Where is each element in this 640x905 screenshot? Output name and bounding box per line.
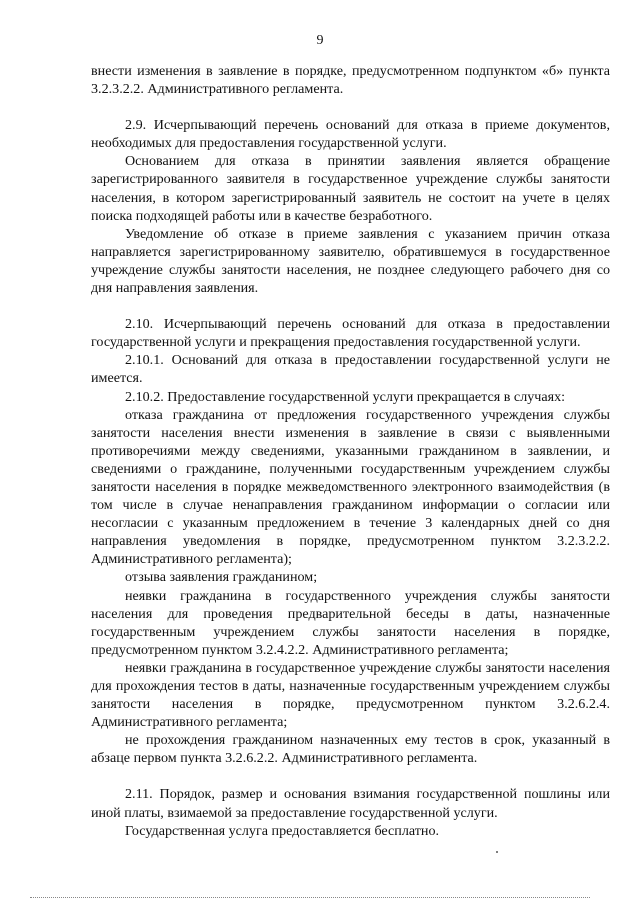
paragraph: Государственная услуга предоставляется бесплатно. (125, 822, 440, 839)
list-item: неявки гражданина в государственное учреждение службы занятости населения для прохождения тестов в даты, назначенные государственным учреждением службы занятости населения в порядке, предусмотренном пунктом 3.2.6.2.4. Административного регламента; (91, 659, 610, 731)
list-item: отзыва заявления гражданином; (125, 569, 318, 586)
section-heading-2-10: 2.10. Исчерпывающий перечень оснований для отказа в предоставлении государственной услуги и прекращения предоставления государственной услуги. (91, 316, 610, 351)
list-item: не прохождения гражданином назначенных ему тестов в срок, указанный в абзаце первом пункта 3.2.6.2.2. Административного регламента. (91, 732, 610, 767)
scan-edge-line (30, 897, 590, 898)
paragraph: 2.10.1. Оснований для отказа в предоставлении государственной услуги не имеется. (91, 352, 610, 387)
list-item: отказа гражданина от предложения государственного учреждения службы занятости населения внести изменения в заявление в связи с выявленными противоречиями между сведениями, указанными гражданином в заявлении, и сведениями о гражданине, полученными государственным учреждением службы занятости населения в порядке межведомственного электронного взаимодействия (в том числе в случае ненаправления гражданином информации о согласии или несогласии с указанным предложением в течение 3 календарных дней со дня направления уведомления в порядке, предусмотренном пунктом 3.2.3.2.2. Административного регламента); (91, 406, 610, 568)
document-body (91, 62, 610, 840)
scan-speck (496, 851, 498, 853)
list-item: неявки гражданина в государственного учреждения службы занятости населения для проведения предварительной беседы в даты, назначенные государственным учреждением службы занятости населения в порядке, предусмотренном пунктом 3.2.4.2.2. Административного регламента; (91, 587, 610, 658)
paragraph: 2.10.2. Предоставление государственной услуги прекращается в случаях: (125, 388, 566, 405)
section-heading-2-11: 2.11. Порядок, размер и основания взимания государственной пошлины или иной платы, взимаемой за предоставление государственной услуги. (91, 786, 610, 821)
section-heading-2-9: 2.9. Исчерпывающий перечень оснований для отказа в приеме документов, необходимых для предоставления государственной услуги. (91, 117, 610, 152)
paragraph: Основанием для отказа в принятии заявления является обращение зарегистрированного заявителя в государственное учреждение службы занятости населения, в котором зарегистрированный заявитель не состоит на учете в целях поиска подходящей работы или в качестве безработного. (91, 153, 610, 224)
paragraph: Уведомление об отказе в приеме заявления с указанием причин отказа направляется зарегистрированному заявителю, обратившемуся в государственное учреждение службы занятости населения, не позднее следующего рабочего дня со дня направления заявления. (91, 225, 610, 297)
page-number: 9 (316, 33, 324, 48)
paragraph: внести изменения в заявление в порядке, предусмотренном подпунктом «б» пункта 3.2.3.2.2. Административного регламента. (91, 63, 610, 98)
